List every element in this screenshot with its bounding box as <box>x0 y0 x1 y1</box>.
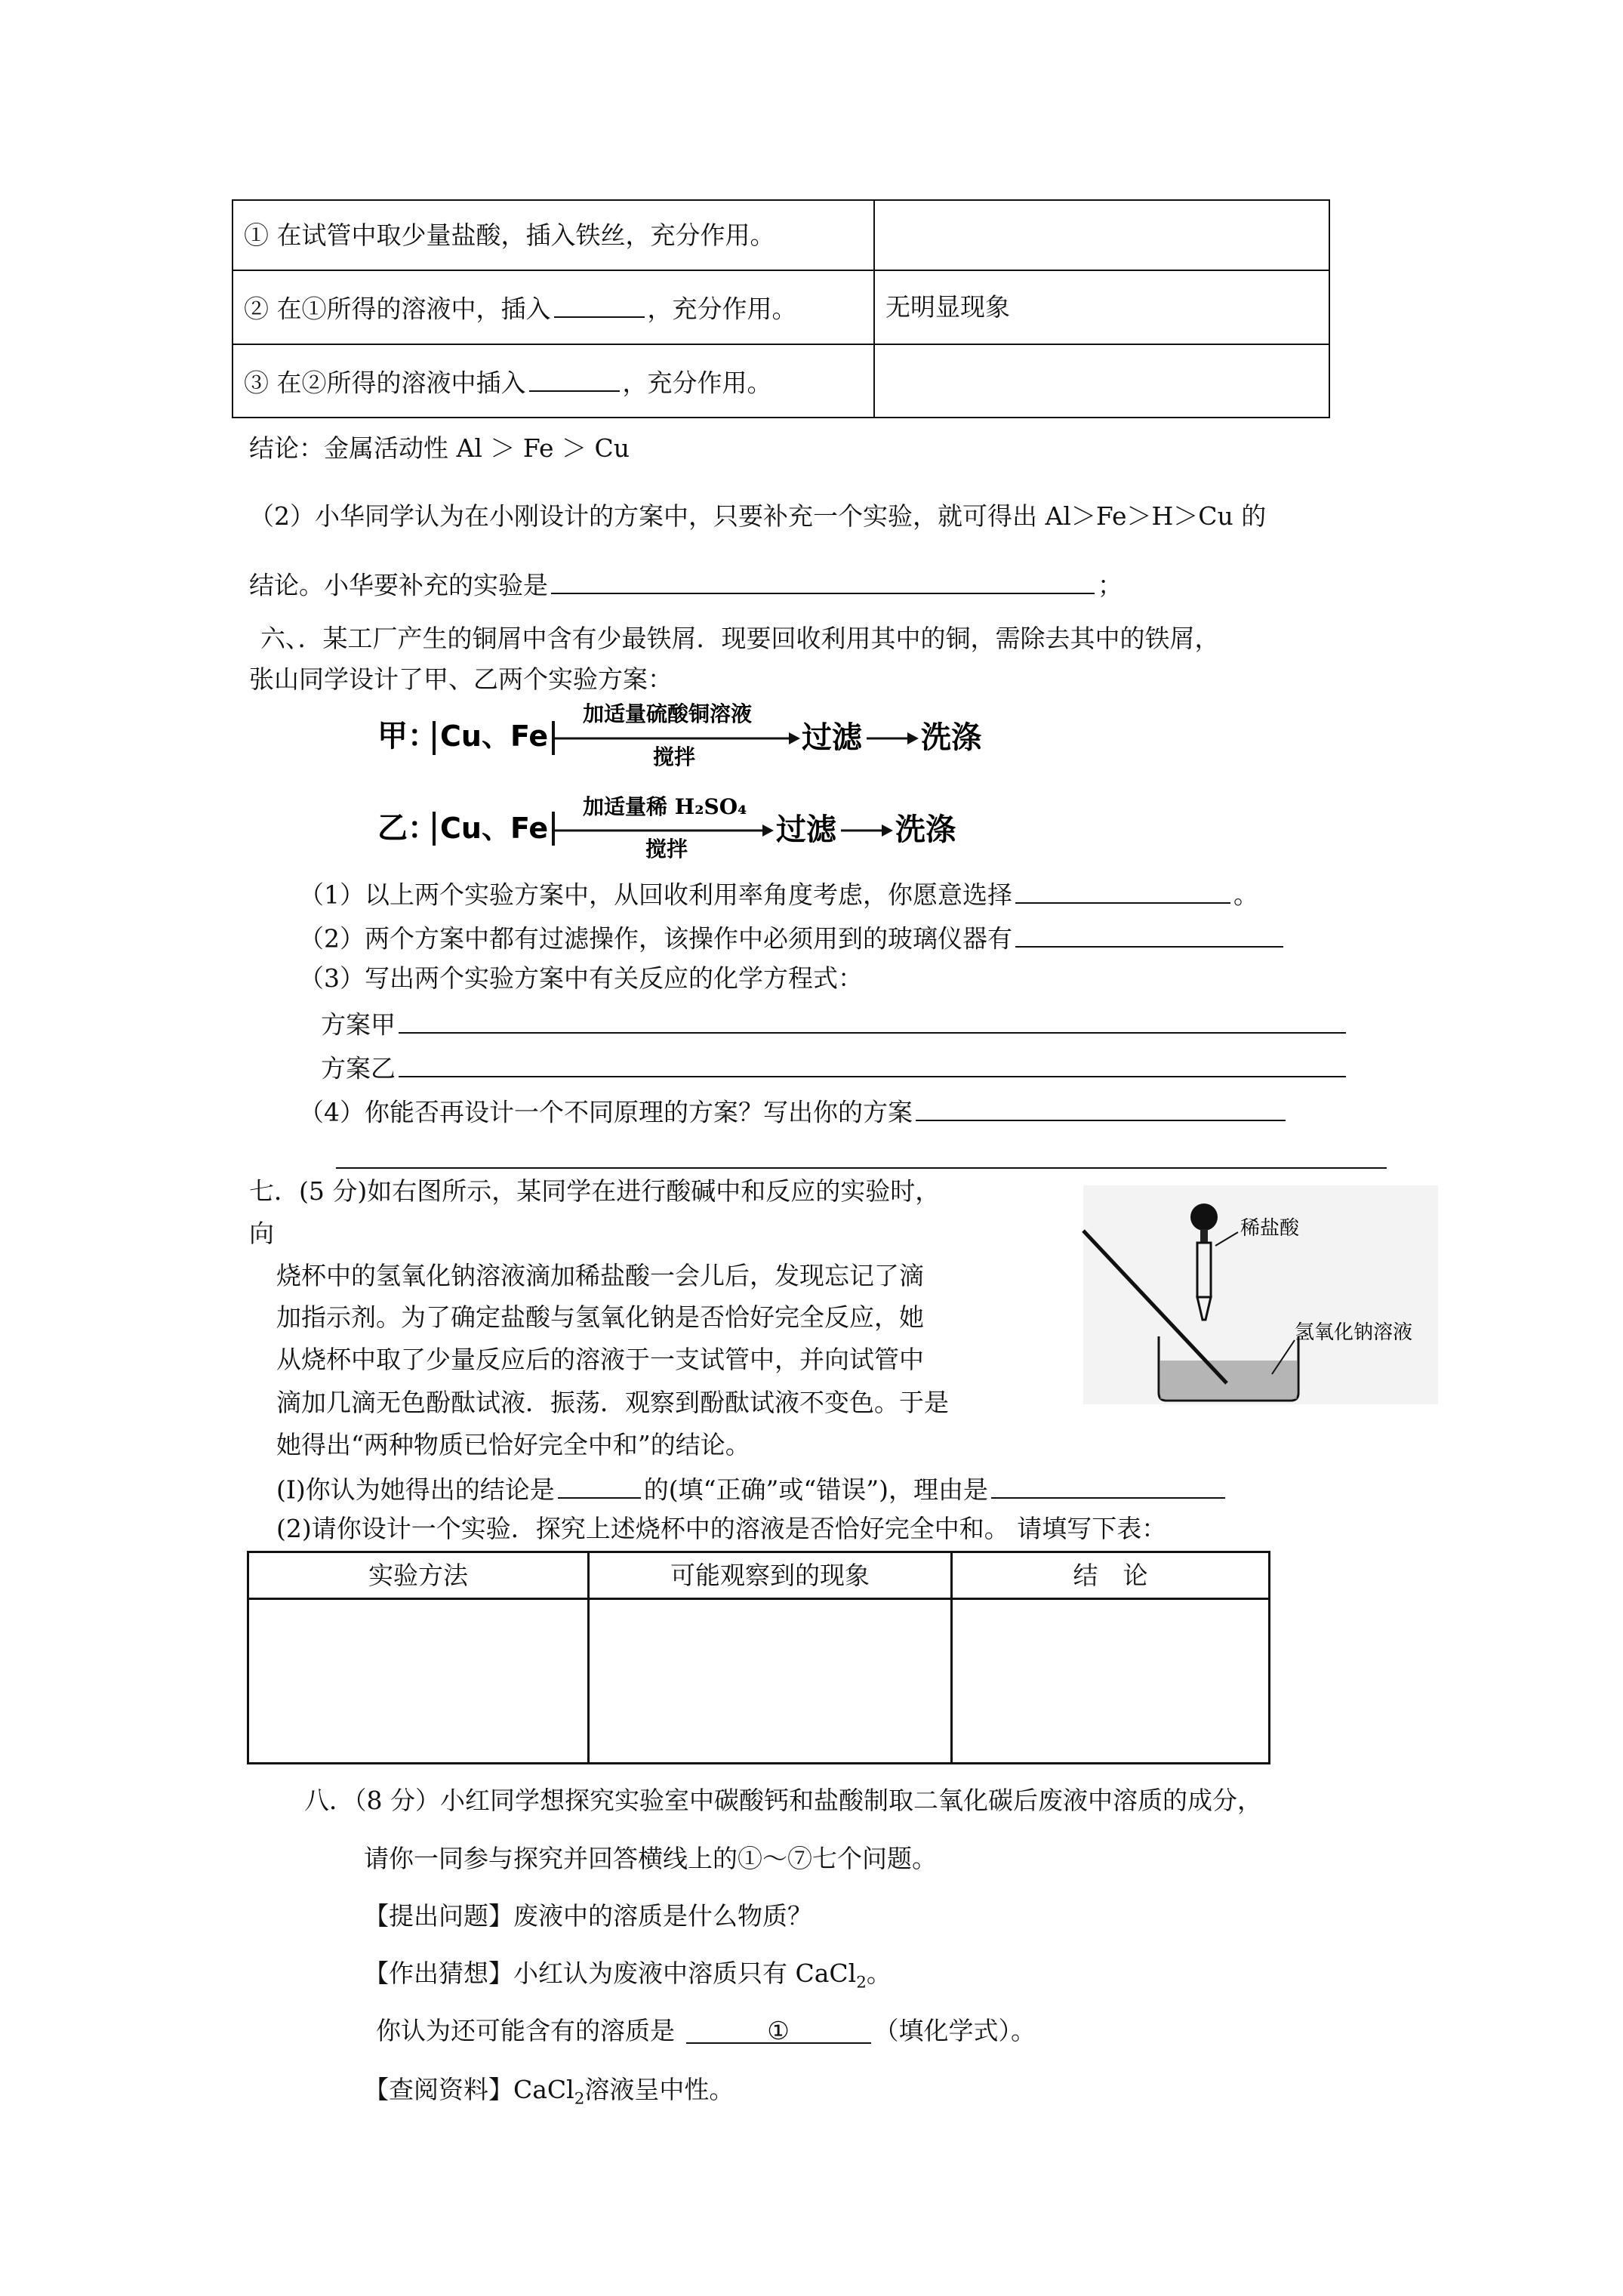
base-label: 氢氧化钠溶液 <box>1295 1321 1413 1344</box>
sec7-q1-blank2[interactable] <box>991 1471 1225 1499</box>
sec6-q4-blank-line2[interactable] <box>336 1137 1387 1169</box>
header-conclusion: 结 论 <box>952 1552 1270 1599</box>
scheme-jia-step1: 过滤 <box>802 720 862 755</box>
table1-row3-blank[interactable] <box>529 364 620 392</box>
scheme-yi-step1: 过滤 <box>776 812 836 847</box>
sec6-q3a-blank[interactable] <box>399 1006 1346 1034</box>
sec6-q3b-blank[interactable] <box>399 1049 1346 1077</box>
sec6-q3: （3）写出两个实验方案中有关反应的化学方程式： <box>299 963 863 993</box>
sec8-line6 <box>364 2075 734 2109</box>
sec6-q4-blank[interactable] <box>916 1093 1286 1121</box>
sec6-q1 <box>299 876 1258 910</box>
sec8-line2: 请你一同参与探究并回答横线上的①～⑦七个问题。 <box>364 1844 937 1873</box>
sec8-line3: 【提出问题】废液中的溶质是什么物质？ <box>364 1901 812 1931</box>
sec6-q4-text: （4）你能否再设计一个不同原理的方案？写出你的方案 <box>299 1097 913 1127</box>
sec6-q2-text: （2）两个方案中都有过滤操作，该操作中必须用到的玻璃仪器有 <box>299 923 1012 954</box>
sec6-q2 <box>299 920 1286 954</box>
scheme-yi-label: 乙： <box>377 811 438 846</box>
table1-row3-text-pre: ③ 在②所得的溶液中插入 <box>244 368 526 398</box>
acid-label: 稀盐酸 <box>1240 1217 1300 1240</box>
table1-row2-right: 无明显现象 <box>874 270 1329 344</box>
sec6-q2-blank[interactable] <box>1015 920 1283 948</box>
sec7-q1-blank1[interactable] <box>558 1471 641 1499</box>
sec6-q3a-label: 方案甲 <box>321 1009 396 1040</box>
sec6-line1: 六、．某工厂产生的铜屑中含有少最铁屑．现要回收利用其中的铜，需除去其中的铁屑， <box>260 624 1220 653</box>
q2-line2-pre: 结论。小华要补充的实验是 <box>249 570 548 600</box>
q2-line2 <box>249 566 1123 600</box>
scheme-yi-condition: 搅拌 <box>645 837 688 861</box>
sec8-line4-pre: 【作出猜想】小红认为废液中溶质只有 CaCl <box>364 1959 857 1988</box>
sec8-line5-pre: 你认为还可能含有的溶质是 <box>376 2016 675 2045</box>
sec8-line5-post: （填化学式）。 <box>873 2016 1036 2045</box>
table1-row3-text-post: ，充分作用。 <box>622 368 772 398</box>
sec6-q1-text: （1）以上两个实验方案中，从回收利用率角度考虑，你愿意选择 <box>299 880 1012 910</box>
sec7-line3: 烧杯中的氢氧化钠溶液滴加稀盐酸一会儿后，发现忘记了滴 <box>276 1261 924 1290</box>
titration-figure <box>1083 1185 1438 1404</box>
scheme-yi <box>377 794 956 861</box>
table1-row1-right <box>874 200 1329 270</box>
sec7-line4: 加指示剂。为了确定盐酸与氢氧化钠是否恰好完全反应，她 <box>276 1302 924 1332</box>
scheme-diagram <box>362 695 1042 861</box>
cell-conclusion[interactable] <box>952 1599 1270 1764</box>
table1-row2-text-post: ，充分作用。 <box>647 294 797 325</box>
table1-row3-right <box>874 344 1329 418</box>
scheme-yi-mix: Cu、Fe <box>440 812 549 845</box>
scheme-jia-reagent: 加适量硫酸铜溶液 <box>583 701 753 726</box>
cell-phenomenon[interactable] <box>589 1599 952 1764</box>
scheme-jia-label: 甲： <box>377 719 438 754</box>
table1-row3-left <box>233 344 874 418</box>
sec6-q4 <box>299 1093 1289 1127</box>
q2-line1: （2）小华同学认为在小刚设计的方案中，只要补充一个实验，就可得出 Al＞Fe＞H＞Cu 的 <box>249 501 1267 531</box>
header-method: 实验方法 <box>248 1552 589 1599</box>
sec8-line1: 八．（8 分）小红同学想探究实验室中碳酸钙和盐酸制取二氧化碳后废液中溶质的成分， <box>304 1786 1262 1815</box>
cell-method[interactable] <box>248 1599 589 1764</box>
sec7-line2: 向 <box>249 1219 274 1248</box>
dropper-bulb-icon <box>1190 1203 1218 1231</box>
table1-row1-left: ① 在试管中取少量盐酸，插入铁丝，充分作用。 <box>233 200 874 270</box>
sec8-answer-blank-1[interactable] <box>686 2016 871 2044</box>
sec7-q2: (2)请你设计一个实验．探究上述烧杯中的溶液是否恰好完全中和。 请填写下表： <box>276 1514 1167 1543</box>
scheme-yi-reagent: 加适量稀 H₂SO₄ <box>583 794 747 819</box>
sec6-q1-post: 。 <box>1233 880 1258 910</box>
table1-row2-text-pre: ② 在①所得的溶液中，插入 <box>244 294 551 325</box>
scheme-jia-mix: Cu、Fe <box>440 720 549 753</box>
sec7-q1-mid: 的(填“正确”或“错误”)，理由是 <box>643 1475 989 1505</box>
scheme-jia <box>377 701 982 769</box>
sec6-q3b <box>321 1049 1349 1083</box>
experiment-table-1 <box>232 199 1330 418</box>
q2-line2-post: ； <box>1098 570 1123 600</box>
experiment-design-table <box>247 1551 1270 1764</box>
sec8-line4-post: 。 <box>866 1959 892 1988</box>
sec8-line4-sub: 2 <box>856 1973 867 1992</box>
sec7-q1-pre: (I)你认为她得出的结论是 <box>276 1475 555 1505</box>
scheme-yi-step2: 洗涤 <box>895 812 956 847</box>
sec6-q1-blank[interactable] <box>1015 876 1230 904</box>
sec6-q3b-label: 方案乙 <box>321 1053 396 1083</box>
conclusion-text: 结论：金属活动性 Al ＞ Fe ＞ Cu <box>249 433 630 463</box>
sec7-line7: 她得出“两种物质已恰好完全中和”的结论。 <box>276 1430 750 1459</box>
sec8-line6-sub: 2 <box>574 2089 585 2109</box>
sec6-line2: 张山同学设计了甲、乙两个实验方案： <box>249 664 673 694</box>
sec8-line6-post: 溶液呈中性。 <box>584 2075 735 2104</box>
sec7-q1 <box>276 1471 1228 1505</box>
sec8-line6-pre: 【查阅资料】CaCl <box>364 2075 574 2104</box>
sec8-blank-marker: ① <box>767 2016 790 2045</box>
table1-row2-left <box>233 270 874 344</box>
q2-answer-blank[interactable] <box>551 566 1095 594</box>
sec6-q3a <box>321 1006 1349 1040</box>
scheme-jia-condition: 搅拌 <box>653 744 696 769</box>
sec8-line5 <box>376 2016 1036 2046</box>
table1-row2-blank[interactable] <box>554 290 645 318</box>
sec8-line4 <box>364 1959 892 1992</box>
sec7-line5: 从烧杯中取了少量反应后的溶液于一支试管中，并向试管中 <box>276 1345 924 1374</box>
sec7-line1: 七．(5 分)如右图所示，某同学在进行酸碱中和反应的实验时， <box>249 1176 941 1206</box>
header-phenomenon: 可能观察到的现象 <box>589 1552 952 1599</box>
scheme-jia-step2: 洗涤 <box>921 720 981 755</box>
sec7-line6: 滴加几滴无色酚酞试液．振荡．观察到酚酞试液不变色。于是 <box>276 1388 949 1417</box>
